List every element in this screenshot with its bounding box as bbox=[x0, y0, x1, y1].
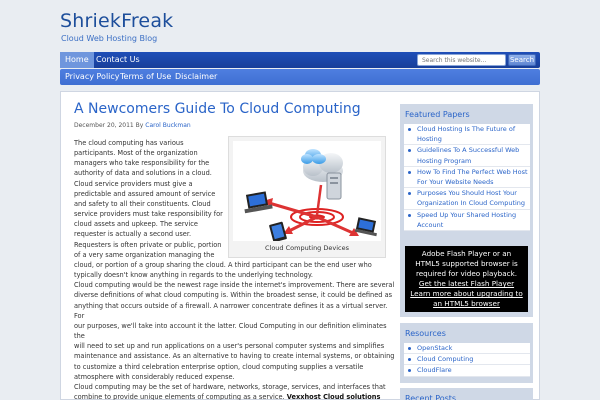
post-line: Cloud computing would be the newest rage inside the internet's improvement. There are several bbox=[74, 281, 395, 290]
post-line: predictable and assured amount of service bbox=[74, 189, 216, 198]
vexxhost-link[interactable]: Vexxhost Cloud solutions bbox=[286, 393, 381, 400]
post-line: Cloud service providers must give a bbox=[74, 179, 193, 188]
resource-item[interactable]: Cloud Computing bbox=[404, 354, 530, 365]
post-line: maintenance and assistance. As an alternative to having to create internal systems, or obtaining bbox=[74, 352, 395, 361]
featured-item[interactable]: Cloud Hosting Is The Future of Hosting bbox=[404, 124, 530, 145]
nav-privacy-policy[interactable]: Privacy Policy bbox=[65, 72, 120, 81]
post-line: participants. Most of the organization bbox=[74, 149, 198, 158]
post-line bbox=[74, 392, 396, 400]
post-line: service providers must take responsibility for bbox=[74, 210, 223, 219]
post-body-wide bbox=[74, 260, 396, 400]
featured-item[interactable]: How To Find The Perfect Web Host For Your Website Needs bbox=[404, 167, 530, 188]
resource-item[interactable]: CloudFlare bbox=[404, 365, 530, 376]
post-line: our purposes, we'll take into account it the latter. Cloud Computing in our definition eliminates the bbox=[74, 321, 387, 341]
flash-line: HTML5 supported browser is bbox=[415, 259, 518, 268]
html5-upgrade-link[interactable]: Learn more about upgrading to bbox=[410, 289, 523, 298]
post-line: to customize a third celebration enterprise option, cloud computing supplies a versatile bbox=[74, 362, 364, 371]
post-date: December 20, 2011 bbox=[74, 122, 134, 129]
figure-caption: Cloud Computing Devices bbox=[264, 244, 349, 252]
featured-papers-widget bbox=[400, 104, 533, 232]
post-meta bbox=[74, 122, 191, 129]
site-description: Cloud Web Hosting Blog bbox=[61, 34, 158, 43]
widget-title: Resources bbox=[405, 329, 446, 338]
nav-home[interactable]: Home bbox=[60, 52, 94, 68]
post-line: diverse definitions of what cloud computing is. Within the broadest sense, it could be defined as bbox=[74, 291, 393, 300]
post-author[interactable]: Carol Buckman bbox=[145, 122, 191, 129]
post-line: The cloud computing has various bbox=[74, 139, 184, 147]
post-title[interactable]: A Newcomers Guide To Cloud Computing bbox=[74, 101, 361, 117]
nav-contact-us[interactable]: Contact Us bbox=[96, 55, 140, 64]
flash-line: required for video playback. bbox=[415, 269, 518, 278]
featured-item[interactable]: Guidelines To A Successful Web Hosting Program bbox=[404, 145, 530, 166]
post-line: typically doesn't know anything in regards to the underlying technology. bbox=[74, 271, 313, 280]
site-title[interactable]: ShriekFreak bbox=[60, 10, 174, 32]
cloud-network-illustration-icon bbox=[233, 141, 381, 241]
post-by: By bbox=[135, 122, 144, 129]
html5-browser-link[interactable]: an HTML5 browser bbox=[433, 299, 500, 308]
featured-list bbox=[404, 124, 530, 231]
recent-posts-widget bbox=[400, 388, 533, 400]
cloud-devices-image bbox=[233, 141, 381, 241]
post-line: managers who take responsibility for the bbox=[74, 159, 210, 168]
post-line: atmosphere with considerably reduced expense. bbox=[74, 372, 235, 381]
featured-item[interactable]: Speed Up Your Shared Hosting Account bbox=[404, 210, 530, 231]
post-line: and safety to all their constituents. Cloud bbox=[74, 199, 211, 208]
widget-title: Featured Papers bbox=[405, 110, 470, 119]
post-line: anything that occurs outside of a firewall. A narrower concentrate defines it as a virtual server. For bbox=[74, 301, 388, 320]
flash-line: Adobe Flash Player or an bbox=[421, 249, 512, 258]
search-input[interactable] bbox=[417, 54, 506, 66]
secondary-nav bbox=[60, 69, 540, 85]
post-line: Cloud computing may be the set of hardware, networks, storage, services, and interfaces that bbox=[74, 382, 386, 391]
post-line: will need to set up and run applications on a user's personal computer systems and simplifies bbox=[74, 342, 385, 351]
resources-list bbox=[404, 343, 530, 377]
post-line: authority of data and solutions in a cloud. bbox=[74, 169, 212, 178]
content-area bbox=[60, 91, 540, 400]
post-line: requester is actually a second user. bbox=[74, 230, 192, 239]
post-line: cloud, or portion of a group sharing the cloud. A third participant can be the end user who bbox=[74, 261, 372, 269]
featured-item[interactable]: Purposes You Should Host Your Organization In Cloud Computing bbox=[404, 188, 530, 209]
post-body-narrow bbox=[74, 138, 224, 260]
nav-terms-of-use[interactable]: Terms of Use bbox=[120, 72, 172, 81]
get-flash-link[interactable]: Get the latest Flash Player bbox=[418, 279, 515, 288]
post-figure bbox=[228, 136, 386, 258]
post-line-text: combine to provide unique elements of computing as a service. bbox=[74, 393, 285, 400]
nav-disclaimer[interactable]: Disclaimer bbox=[175, 72, 218, 81]
widget-title: Recent Posts bbox=[405, 394, 457, 400]
search-button[interactable]: Search bbox=[509, 56, 535, 64]
resource-item[interactable]: OpenStack bbox=[404, 343, 530, 354]
flash-player-notice bbox=[405, 246, 528, 312]
post-line: Requesters is often private or public, portion bbox=[74, 240, 222, 249]
resources-widget bbox=[400, 323, 533, 383]
post-line: of a very same organization managing the bbox=[74, 250, 215, 259]
post-line: cloud assets and upkeep. The service bbox=[74, 220, 198, 229]
